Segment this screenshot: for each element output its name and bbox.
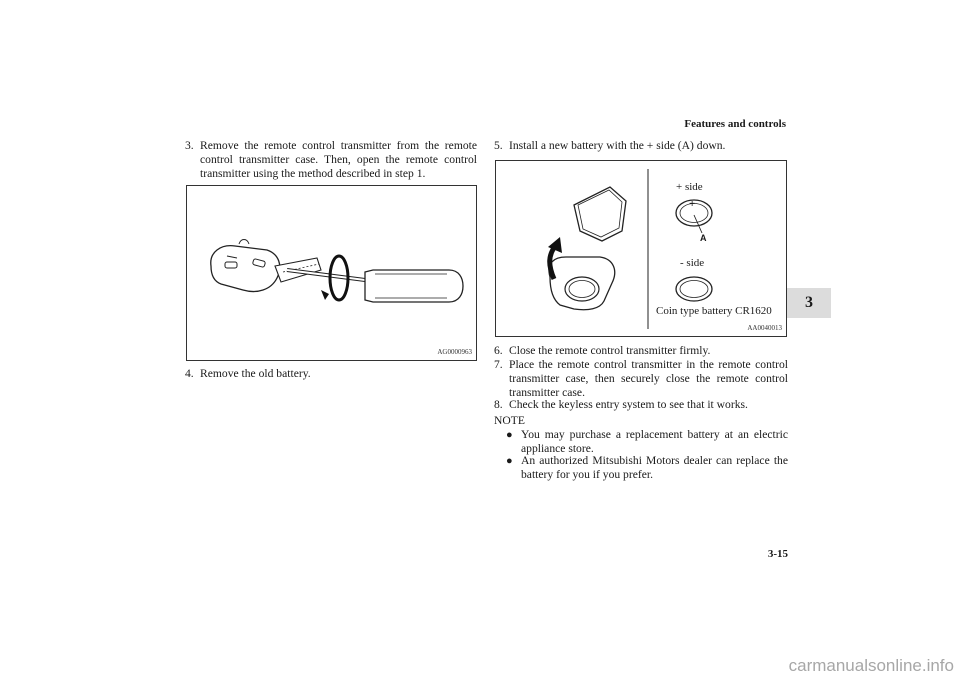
figure-open-transmitter — [186, 185, 477, 361]
step-3-number: 3. — [185, 139, 194, 152]
step-6-number: 6. — [494, 344, 503, 357]
bullet-icon: ● — [506, 429, 513, 441]
note-item — [506, 428, 788, 456]
step-4-text: Remove the old battery. — [200, 367, 311, 380]
minus-side-label: - side — [680, 257, 705, 269]
step-5 — [494, 139, 788, 153]
note-label: NOTE — [494, 414, 525, 427]
figure-battery-install — [495, 160, 787, 337]
watermark: carmanualsonline.info — [788, 656, 954, 675]
plus-side-label: + side — [676, 181, 703, 193]
chapter-number: 3 — [805, 294, 813, 311]
step-3 — [185, 139, 477, 181]
chapter-tab — [786, 288, 831, 318]
bullet-icon: ● — [506, 455, 513, 467]
marker-a-label: A — [700, 233, 707, 243]
section-header: Features and controls — [684, 118, 786, 130]
battery-type-label: Coin type battery CR1620 — [656, 305, 772, 317]
step-7-number: 7. — [494, 358, 503, 371]
step-6-text: Close the remote control transmitter firmly. — [509, 344, 711, 357]
figure-2-code: AA0040013 — [747, 324, 782, 332]
page-number: 3-15 — [767, 548, 788, 560]
figure-1-code: AG0000963 — [437, 348, 472, 356]
step-5-text: Install a new battery with the + side (A) down. — [509, 139, 726, 152]
step-6 — [494, 344, 788, 358]
step-3-text: Remove the remote control transmitter from the remote control transmitter case. Then, open the remote control transmitter using the method described in step 1. — [200, 139, 477, 180]
plus-symbol: + — [689, 198, 696, 210]
screwdriver-illustration — [187, 186, 476, 360]
step-4 — [185, 367, 477, 381]
step-8 — [494, 398, 788, 412]
step-7-text: Place the remote control transmitter in the remote control transmitter case, then securely close the remote control transmitter case. — [509, 358, 788, 399]
step-5-number: 5. — [494, 139, 503, 152]
note-item — [506, 454, 788, 482]
step-4-number: 4. — [185, 367, 194, 380]
step-8-text: Check the keyless entry system to see that it works. — [509, 398, 748, 411]
step-7 — [494, 358, 788, 400]
step-8-number: 8. — [494, 398, 503, 411]
note-item-text: An authorized Mitsubishi Motors dealer can replace the battery for you if you prefer. — [521, 454, 788, 481]
note-item-text: You may purchase a replacement battery at an electric appliance store. — [521, 428, 788, 455]
